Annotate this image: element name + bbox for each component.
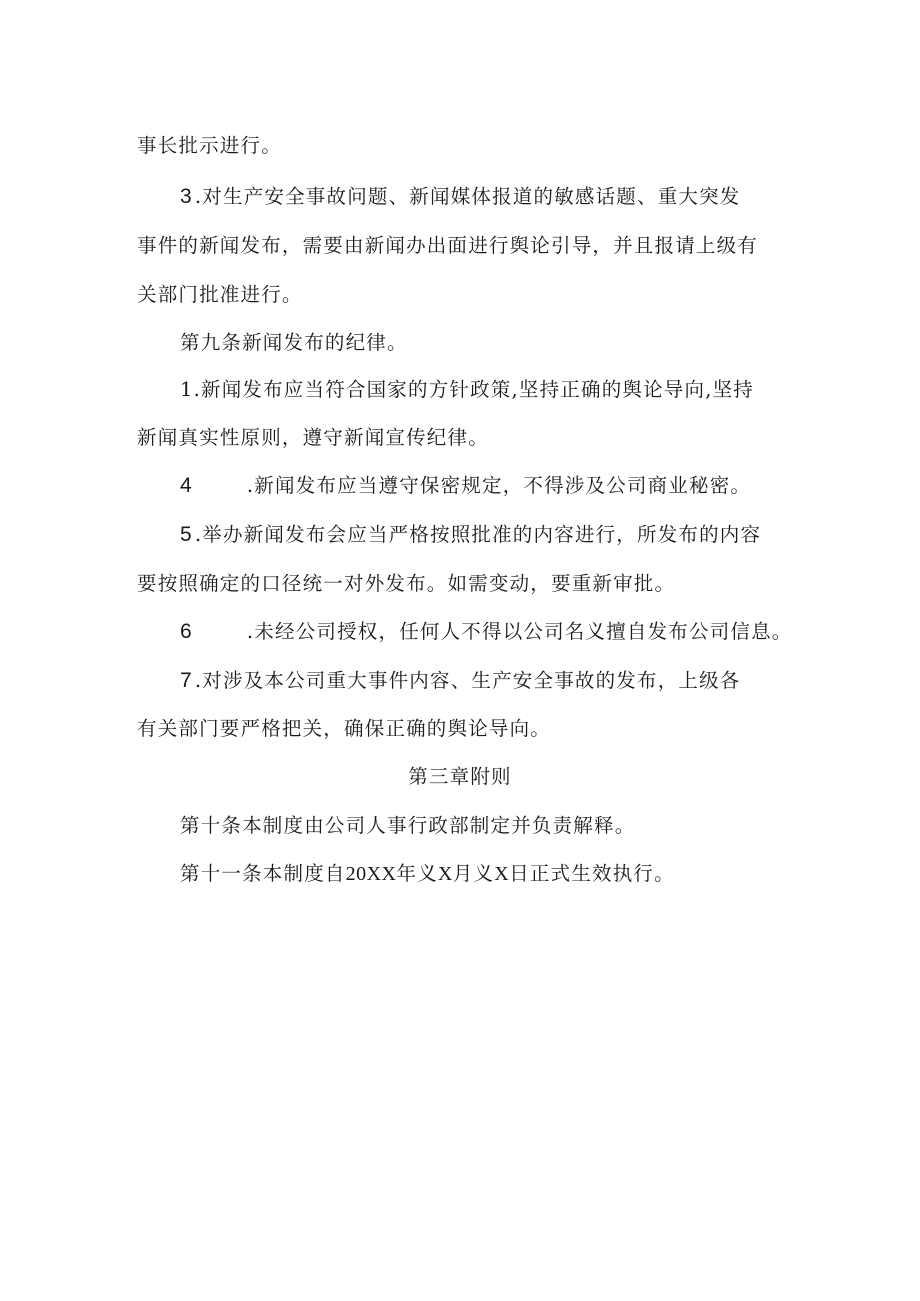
year-placeholder: 20XX xyxy=(345,863,397,885)
text-line: 事长批示进行。 xyxy=(137,134,282,157)
text-line: 新闻真实性原则，遵守新闻宣传纪律。 xyxy=(137,426,489,449)
day-placeholder: X xyxy=(494,863,510,885)
month-placeholder: X xyxy=(437,863,453,885)
text-line: 关部门批准进行。 xyxy=(137,283,303,306)
item-3-line-2 xyxy=(137,228,797,264)
article-11 xyxy=(180,856,800,892)
item-3-line-1 xyxy=(180,179,800,215)
text-line: .对涉及本公司重大事件内容、生产安全事故的发布，上级各 xyxy=(194,669,741,692)
text-fragment: 日正式生效执行。 xyxy=(509,862,675,885)
text-line: .新闻发布应当遵守保密规定，不得涉及公司商业秘密。 xyxy=(246,474,752,497)
text-line: .举办新闻发布会应当严格按照批准的内容进行，所发布的内容 xyxy=(194,523,762,546)
rule-5-line-2 xyxy=(137,566,797,602)
rule-6 xyxy=(180,614,800,650)
rule-5-line-1 xyxy=(180,517,800,553)
text-fragment: 第十一条本制度自 xyxy=(180,862,346,885)
text-fragment: 月义 xyxy=(452,862,495,885)
text-line: .未经公司授权，任何人不得以公司名义擅自发布公司信息。 xyxy=(246,620,793,643)
text-line: .对生产安全事故问题、新闻媒体报道的敏感话题、重大突发 xyxy=(194,185,741,208)
text-line: 1.新闻发布应当符合国家的方针政策,坚持正确的舆论导向,坚持 xyxy=(180,378,755,401)
item-3-line-3 xyxy=(137,277,797,313)
article-10 xyxy=(180,808,800,844)
rule-1-line-1 xyxy=(180,372,800,408)
item-number: 5 xyxy=(180,523,193,546)
chapter-3-title xyxy=(0,759,920,795)
item-number: 6 xyxy=(180,620,193,643)
text-line: 第十条本制度由公司人事行政部制定并负责解释。 xyxy=(180,814,636,837)
rule-1-line-2 xyxy=(137,420,797,456)
item-number: 7 xyxy=(180,669,193,692)
text-line: 要按照确定的口径统一对外发布。如需变动，要重新审批。 xyxy=(137,572,676,595)
article-9-title xyxy=(180,325,800,361)
rule-7-line-2 xyxy=(137,711,797,747)
chapter-heading: 第三章附则 xyxy=(408,765,512,788)
section-heading: 第九条新闻发布的纪律。 xyxy=(180,331,408,354)
rule-4 xyxy=(180,468,800,504)
item-number: 3 xyxy=(180,185,193,208)
text-line: 有关部门要严格把关，确保正确的舆论导向。 xyxy=(137,717,552,740)
item-number: 4 xyxy=(180,474,193,497)
text-line: 事件的新闻发布，需要由新闻办出面进行舆论引导，并且报请上级有 xyxy=(137,234,759,257)
rule-7-line-1 xyxy=(180,663,800,699)
text-fragment: 年义 xyxy=(396,862,438,885)
paragraph-continuation xyxy=(137,128,797,164)
